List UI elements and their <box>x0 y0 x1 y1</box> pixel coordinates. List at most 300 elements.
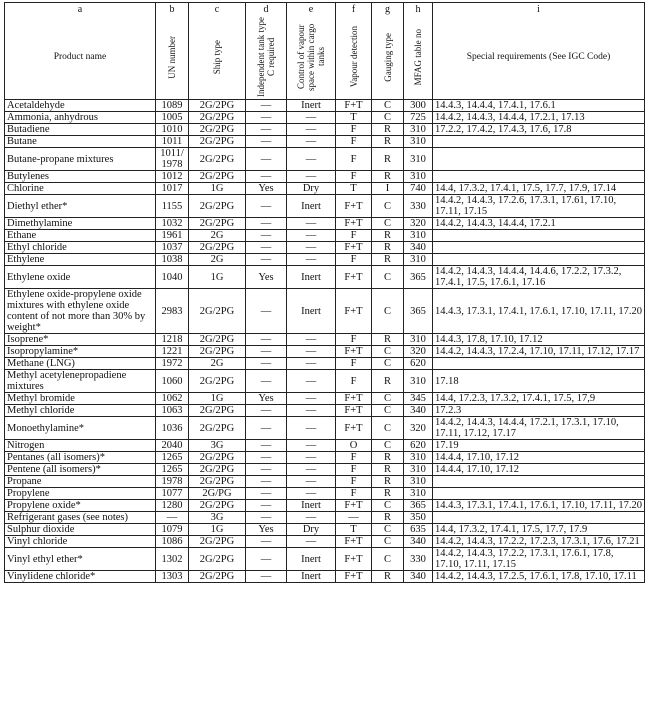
mfag-table-cell: 310 <box>404 452 433 464</box>
gauging-type-cell: R <box>372 571 404 583</box>
vapour-control-cell: — <box>287 171 336 183</box>
tank-type-c-cell: Yes <box>246 183 287 195</box>
column-letter: g <box>385 4 390 15</box>
vapour-detection-cell: O <box>336 440 372 452</box>
vapour-detection-cell: F <box>336 136 372 148</box>
special-requirements-cell: 14.4.2, 14.4.3, 17.2.2, 17.2.3, 17.3.1, 17.6, 17.21 <box>433 536 645 548</box>
ship-type-cell: 2G/2PG <box>189 195 246 218</box>
table-row <box>5 289 645 334</box>
gauging-type-cell: C <box>372 417 404 440</box>
vapour-control-cell: — <box>287 230 336 242</box>
vapour-detection-cell: F <box>336 476 372 488</box>
vapour-control-cell: — <box>287 148 336 171</box>
table-row <box>5 548 645 571</box>
special-requirements-cell: 14.4.2, 14.4.3, 17.2.2, 17.3.1, 17.6.1, 17.8, 17.10, 17.11, 17.15 <box>433 548 645 571</box>
special-requirements-cell <box>433 171 645 183</box>
ship-type-cell: 2G/2PG <box>189 289 246 334</box>
mfag-table-cell: 310 <box>404 171 433 183</box>
header-label: Special requirements (See IGC Code) <box>466 51 611 62</box>
column-letter: c <box>214 4 220 15</box>
gauging-type-cell: C <box>372 500 404 512</box>
vapour-control-cell: — <box>287 452 336 464</box>
special-requirements-cell: 14.4.3, 17.3.1, 17.4.1, 17.6.1, 17.10, 17.11, 17.20 <box>433 289 645 334</box>
product-name-cell: Dimethylamine <box>5 218 156 230</box>
vapour-control-cell: Inert <box>287 195 336 218</box>
ship-type-cell: 2G/2PG <box>189 405 246 417</box>
ship-type-cell: 2G/2PG <box>189 464 246 476</box>
special-requirements-cell <box>433 230 645 242</box>
special-requirements-cell: 14.4.4, 17.10, 17.12 <box>433 464 645 476</box>
vapour-detection-cell: F+T <box>336 218 372 230</box>
header-product-name <box>5 3 156 100</box>
mfag-table-cell: 345 <box>404 393 433 405</box>
un-number-cell: 1011 <box>156 136 189 148</box>
gauging-type-cell: C <box>372 266 404 289</box>
ship-type-cell: 2G/2PG <box>189 548 246 571</box>
ship-type-cell: 2G/2PG <box>189 500 246 512</box>
gauging-type-cell: C <box>372 524 404 536</box>
product-name-cell: Pentanes (all isomers)* <box>5 452 156 464</box>
product-name-cell: Methyl bromide <box>5 393 156 405</box>
mfag-table-cell: 330 <box>404 195 433 218</box>
ship-type-cell: 3G <box>189 512 246 524</box>
vapour-control-cell: Inert <box>287 289 336 334</box>
un-number-cell: 1280 <box>156 500 189 512</box>
tank-type-c-cell: — <box>246 148 287 171</box>
header-label: Gauging type <box>382 32 393 82</box>
column-letter: b <box>169 4 175 15</box>
mfag-table-cell: 310 <box>404 488 433 500</box>
mfag-table-cell: 310 <box>404 230 433 242</box>
product-name-cell: Ethane <box>5 230 156 242</box>
ship-type-cell: 2G/2PG <box>189 334 246 346</box>
table-row <box>5 112 645 124</box>
product-name-cell: Methyl chloride <box>5 405 156 417</box>
vapour-detection-cell: F <box>336 370 372 393</box>
special-requirements-cell <box>433 136 645 148</box>
tank-type-c-cell: — <box>246 242 287 254</box>
gauging-type-cell: C <box>372 218 404 230</box>
gauging-type-cell: R <box>372 452 404 464</box>
tank-type-c-cell: — <box>246 358 287 370</box>
product-name-cell: Vinylidene chloride* <box>5 571 156 583</box>
table-row <box>5 254 645 266</box>
un-number-cell: 1086 <box>156 536 189 548</box>
vapour-control-cell: — <box>287 334 336 346</box>
table-row <box>5 124 645 136</box>
tank-type-c-cell: — <box>246 512 287 524</box>
vapour-control-cell: Inert <box>287 571 336 583</box>
header-label: Ship type <box>212 39 222 75</box>
un-number-cell: 1303 <box>156 571 189 583</box>
gauging-type-cell: R <box>372 124 404 136</box>
tank-type-c-cell: — <box>246 452 287 464</box>
un-number-cell: 1265 <box>156 452 189 464</box>
un-number-cell: 1040 <box>156 266 189 289</box>
ship-type-cell: 2G/2PG <box>189 112 246 124</box>
special-requirements-cell: 14.4.2, 14.4.3, 17.2.4, 17.10, 17.11, 17.12, 17.17 <box>433 346 645 358</box>
special-requirements-cell: 14.4.4, 17.10, 17.12 <box>433 452 645 464</box>
special-requirements-cell: 14.4.2, 14.4.3, 14.4.4, 14.4.6, 17.2.2, 17.3.2, 17.4.1, 17.5, 17.6.1, 17.16 <box>433 266 645 289</box>
un-number-cell: 1063 <box>156 405 189 417</box>
un-number-cell: 1972 <box>156 358 189 370</box>
mfag-table-cell: 365 <box>404 266 433 289</box>
product-name-cell: Diethyl ether* <box>5 195 156 218</box>
special-requirements-cell: 17.2.3 <box>433 405 645 417</box>
vapour-detection-cell: F+T <box>336 571 372 583</box>
product-name-cell: Isopropylamine* <box>5 346 156 358</box>
gauging-type-cell: R <box>372 171 404 183</box>
table-row <box>5 346 645 358</box>
gauging-type-cell: C <box>372 440 404 452</box>
header-vapour-space-control <box>287 3 336 100</box>
un-number-cell: 1062 <box>156 393 189 405</box>
tank-type-c-cell: — <box>246 440 287 452</box>
tank-type-c-cell: — <box>246 195 287 218</box>
vapour-detection-cell: F+T <box>336 393 372 405</box>
gauging-type-cell: C <box>372 393 404 405</box>
un-number-cell: 1218 <box>156 334 189 346</box>
mfag-table-cell: 365 <box>404 500 433 512</box>
mfag-table-cell: 620 <box>404 440 433 452</box>
ship-type-cell: 2G <box>189 254 246 266</box>
special-requirements-cell <box>433 358 645 370</box>
table-row <box>5 136 645 148</box>
column-letter: f <box>351 4 356 15</box>
ship-type-cell: 2G/2PG <box>189 476 246 488</box>
gauging-type-cell: R <box>372 242 404 254</box>
special-requirements-cell: 17.18 <box>433 370 645 393</box>
special-requirements-cell: 14.4.2, 14.4.3, 17.2.5, 17.6.1, 17.8, 17.10, 17.11 <box>433 571 645 583</box>
vapour-detection-cell: T <box>336 112 372 124</box>
table-row <box>5 100 645 112</box>
header-gauging-type <box>372 3 404 100</box>
header-un-number <box>156 3 189 100</box>
un-number-cell: 2040 <box>156 440 189 452</box>
vapour-control-cell: — <box>287 218 336 230</box>
vapour-detection-cell: T <box>336 524 372 536</box>
mfag-table-cell: 725 <box>404 112 433 124</box>
un-number-cell: 1011/ 1978 <box>156 148 189 171</box>
product-name-cell: Ethylene <box>5 254 156 266</box>
tank-type-c-cell: — <box>246 464 287 476</box>
table-row <box>5 171 645 183</box>
special-requirements-cell <box>433 242 645 254</box>
tank-type-c-cell: — <box>246 346 287 358</box>
special-requirements-cell <box>433 488 645 500</box>
product-name-cell: Propylene oxide* <box>5 500 156 512</box>
table-row <box>5 334 645 346</box>
product-name-cell: Methyl acetylenepropadiene mixtures <box>5 370 156 393</box>
vapour-detection-cell: F+T <box>336 346 372 358</box>
vapour-control-cell: Inert <box>287 548 336 571</box>
special-requirements-cell: 17.2.2, 17.4.2, 17.4.3, 17.6, 17.8 <box>433 124 645 136</box>
ship-type-cell: 2G/2PG <box>189 136 246 148</box>
special-requirements-cell <box>433 148 645 171</box>
column-letter: a <box>77 4 83 15</box>
special-requirements-cell <box>433 254 645 266</box>
ship-type-cell: 1G <box>189 524 246 536</box>
table-row <box>5 230 645 242</box>
product-name-cell: Propylene <box>5 488 156 500</box>
vapour-control-cell: — <box>287 393 336 405</box>
ship-type-cell: 2G/2PG <box>189 171 246 183</box>
vapour-detection-cell: F <box>336 148 372 171</box>
un-number-cell: 1079 <box>156 524 189 536</box>
ship-type-cell: 1G <box>189 183 246 195</box>
special-requirements-cell: 14.4, 17.3.2, 17.4.1, 17.5, 17.7, 17.9, 17.14 <box>433 183 645 195</box>
un-number-cell: 1038 <box>156 254 189 266</box>
mfag-table-cell: 340 <box>404 405 433 417</box>
mfag-table-cell: 310 <box>404 136 433 148</box>
vapour-control-cell: — <box>287 512 336 524</box>
vapour-control-cell: — <box>287 346 336 358</box>
gauging-type-cell: R <box>372 370 404 393</box>
ship-type-cell: 2G <box>189 358 246 370</box>
header-tank-type-c <box>246 3 287 100</box>
vapour-detection-cell: F <box>336 452 372 464</box>
mfag-table-cell: 300 <box>404 100 433 112</box>
tank-type-c-cell: — <box>246 536 287 548</box>
special-requirements-cell: 14.4, 17.3.2, 17.4.1, 17.5, 17.7, 17.9 <box>433 524 645 536</box>
vapour-control-cell: Inert <box>287 500 336 512</box>
mfag-table-cell: 330 <box>404 548 433 571</box>
tank-type-c-cell: Yes <box>246 266 287 289</box>
gauging-type-cell: C <box>372 195 404 218</box>
tank-type-c-cell: — <box>246 124 287 136</box>
vapour-control-cell: Inert <box>287 266 336 289</box>
un-number-cell: 1302 <box>156 548 189 571</box>
tank-type-c-cell: — <box>246 171 287 183</box>
ship-type-cell: 2G/2PG <box>189 571 246 583</box>
gauging-type-cell: R <box>372 464 404 476</box>
vapour-control-cell: — <box>287 124 336 136</box>
gauging-type-cell: C <box>372 100 404 112</box>
mfag-table-cell: 310 <box>404 254 433 266</box>
gauging-type-cell: C <box>372 536 404 548</box>
mfag-table-cell: 310 <box>404 124 433 136</box>
mfag-table-cell: 635 <box>404 524 433 536</box>
product-name-cell: Refrigerant gases (see notes) <box>5 512 156 524</box>
header-label: UN number <box>167 35 177 79</box>
ship-type-cell: 2G/2PG <box>189 124 246 136</box>
ship-type-cell: 2G <box>189 230 246 242</box>
tank-type-c-cell: — <box>246 488 287 500</box>
special-requirements-cell: 14.4.2, 14.4.3, 14.4.4, 17.2.1, 17.3.1, 17.10, 17.11, 17.12, 17.17 <box>433 417 645 440</box>
vapour-control-cell: — <box>287 112 336 124</box>
tank-type-c-cell: — <box>246 405 287 417</box>
tank-type-c-cell: — <box>246 136 287 148</box>
ship-type-cell: 2G/2PG <box>189 370 246 393</box>
ship-type-cell: 2G/2PG <box>189 148 246 171</box>
vapour-control-cell: — <box>287 440 336 452</box>
ship-type-cell: 1G <box>189 266 246 289</box>
mfag-table-cell: 620 <box>404 358 433 370</box>
ship-type-cell: 1G <box>189 393 246 405</box>
vapour-control-cell: — <box>287 254 336 266</box>
special-requirements-cell: 14.4.2, 14.4.3, 17.2.6, 17.3.1, 17.61, 17.10, 17.11, 17.15 <box>433 195 645 218</box>
vapour-control-cell: — <box>287 488 336 500</box>
product-requirements-table <box>4 2 645 583</box>
tank-type-c-cell: — <box>246 476 287 488</box>
product-name-cell: Butane-propane mixtures <box>5 148 156 171</box>
tank-type-c-cell: — <box>246 370 287 393</box>
vapour-detection-cell: F <box>336 334 372 346</box>
gauging-type-cell: R <box>372 254 404 266</box>
un-number-cell: 1089 <box>156 100 189 112</box>
table-body <box>5 100 645 583</box>
product-name-cell: Vinyl ethyl ether* <box>5 548 156 571</box>
vapour-detection-cell: F+T <box>336 289 372 334</box>
table-row <box>5 452 645 464</box>
product-name-cell: Propane <box>5 476 156 488</box>
tank-type-c-cell: — <box>246 334 287 346</box>
un-number-cell: 1036 <box>156 417 189 440</box>
un-number-cell: 1978 <box>156 476 189 488</box>
tank-type-c-cell: — <box>246 254 287 266</box>
tank-type-c-cell: — <box>246 571 287 583</box>
special-requirements-cell: 17.19 <box>433 440 645 452</box>
tank-type-c-cell: Yes <box>246 393 287 405</box>
un-number-cell: 1155 <box>156 195 189 218</box>
vapour-control-cell: — <box>287 370 336 393</box>
column-letter: e <box>308 4 314 15</box>
mfag-table-cell: 320 <box>404 218 433 230</box>
special-requirements-cell: 14.4, 17.2.3, 17.3.2, 17.4.1, 17.5, 17,9 <box>433 393 645 405</box>
mfag-table-cell: 340 <box>404 571 433 583</box>
gauging-type-cell: R <box>372 136 404 148</box>
header-label: Independent tank type C required <box>256 17 276 97</box>
table-row <box>5 512 645 524</box>
special-requirements-cell: 14.4.2, 14.4.3, 14.4.4, 17.2.1 <box>433 218 645 230</box>
vapour-detection-cell: F+T <box>336 405 372 417</box>
vapour-detection-cell: F+T <box>336 266 372 289</box>
mfag-table-cell: 310 <box>404 476 433 488</box>
vapour-detection-cell: F+T <box>336 195 372 218</box>
un-number-cell: 1010 <box>156 124 189 136</box>
un-number-cell: 2983 <box>156 289 189 334</box>
vapour-control-cell: Inert <box>287 100 336 112</box>
mfag-table-cell: 310 <box>404 370 433 393</box>
gauging-type-cell: R <box>372 148 404 171</box>
ship-type-cell: 2G/2PG <box>189 536 246 548</box>
vapour-control-cell: Dry <box>287 524 336 536</box>
un-number-cell: — <box>156 512 189 524</box>
product-name-cell: Pentene (all isomers)* <box>5 464 156 476</box>
gauging-type-cell: C <box>372 112 404 124</box>
vapour-detection-cell: F <box>336 254 372 266</box>
table-row <box>5 476 645 488</box>
table-row <box>5 393 645 405</box>
special-requirements-cell: 14.4.3, 14.4.4, 17.4.1, 17.6.1 <box>433 100 645 112</box>
gauging-type-cell: C <box>372 548 404 571</box>
header-row <box>5 3 645 100</box>
vapour-control-cell: — <box>287 405 336 417</box>
table-row <box>5 183 645 195</box>
table-row <box>5 488 645 500</box>
special-requirements-cell: 14.4.3, 17.3.1, 17.4.1, 17.6.1, 17.10, 17.11, 17.20 <box>433 500 645 512</box>
table-row <box>5 571 645 583</box>
product-name-cell: Isoprene* <box>5 334 156 346</box>
gauging-type-cell: C <box>372 289 404 334</box>
column-letter: i <box>537 4 540 15</box>
ship-type-cell: 2G/2PG <box>189 417 246 440</box>
column-letter: d <box>263 4 269 15</box>
un-number-cell: 1012 <box>156 171 189 183</box>
vapour-control-cell: — <box>287 536 336 548</box>
header-ship-type <box>189 3 246 100</box>
vapour-detection-cell: F+T <box>336 417 372 440</box>
product-name-cell: Acetaldehyde <box>5 100 156 112</box>
table-row <box>5 500 645 512</box>
vapour-control-cell: — <box>287 358 336 370</box>
un-number-cell: 1221 <box>156 346 189 358</box>
vapour-detection-cell: F <box>336 124 372 136</box>
gauging-type-cell: C <box>372 358 404 370</box>
product-name-cell: Butadiene <box>5 124 156 136</box>
gauging-type-cell: C <box>372 346 404 358</box>
special-requirements-cell <box>433 512 645 524</box>
mfag-table-cell: 310 <box>404 148 433 171</box>
header-label: Control of vapour space within cargo tanks <box>296 23 326 91</box>
mfag-table-cell: 320 <box>404 346 433 358</box>
header-vapour-detection <box>336 3 372 100</box>
vapour-detection-cell: F+T <box>336 100 372 112</box>
tank-type-c-cell: — <box>246 289 287 334</box>
table-row <box>5 464 645 476</box>
mfag-table-cell: 365 <box>404 289 433 334</box>
table-row <box>5 358 645 370</box>
ship-type-cell: 2G/2PG <box>189 452 246 464</box>
un-number-cell: 1005 <box>156 112 189 124</box>
header-label: Vapour detection <box>348 26 359 88</box>
special-requirements-cell: 14.4.3, 17.8, 17.10, 17.12 <box>433 334 645 346</box>
header-label: MFAG table no <box>413 28 423 86</box>
special-requirements-cell <box>433 476 645 488</box>
vapour-detection-cell: F+T <box>336 242 372 254</box>
gauging-type-cell: R <box>372 512 404 524</box>
vapour-control-cell: Dry <box>287 183 336 195</box>
vapour-detection-cell: — <box>336 512 372 524</box>
vapour-detection-cell: F <box>336 230 372 242</box>
special-requirements-cell: 14.4.2, 14.4.3, 14.4.4, 17.2.1, 17.13 <box>433 112 645 124</box>
ship-type-cell: 3G <box>189 440 246 452</box>
product-name-cell: Methane (LNG) <box>5 358 156 370</box>
un-number-cell: 1017 <box>156 183 189 195</box>
tank-type-c-cell: — <box>246 100 287 112</box>
table-row <box>5 148 645 171</box>
vapour-detection-cell: F <box>336 358 372 370</box>
tank-type-c-cell: — <box>246 218 287 230</box>
mfag-table-cell: 320 <box>404 417 433 440</box>
gauging-type-cell: C <box>372 405 404 417</box>
tank-type-c-cell: — <box>246 230 287 242</box>
tank-type-c-cell: — <box>246 548 287 571</box>
un-number-cell: 1060 <box>156 370 189 393</box>
gauging-type-cell: I <box>372 183 404 195</box>
un-number-cell: 1077 <box>156 488 189 500</box>
mfag-table-cell: 340 <box>404 536 433 548</box>
product-name-cell: Ethyl chloride <box>5 242 156 254</box>
header-special-requirements <box>433 3 645 100</box>
ship-type-cell: 2G/2PG <box>189 242 246 254</box>
vapour-detection-cell: F+T <box>336 548 372 571</box>
gauging-type-cell: R <box>372 334 404 346</box>
table-row <box>5 370 645 393</box>
product-name-cell: Butylenes <box>5 171 156 183</box>
product-name-cell: Ethylene oxide <box>5 266 156 289</box>
gauging-type-cell: R <box>372 488 404 500</box>
